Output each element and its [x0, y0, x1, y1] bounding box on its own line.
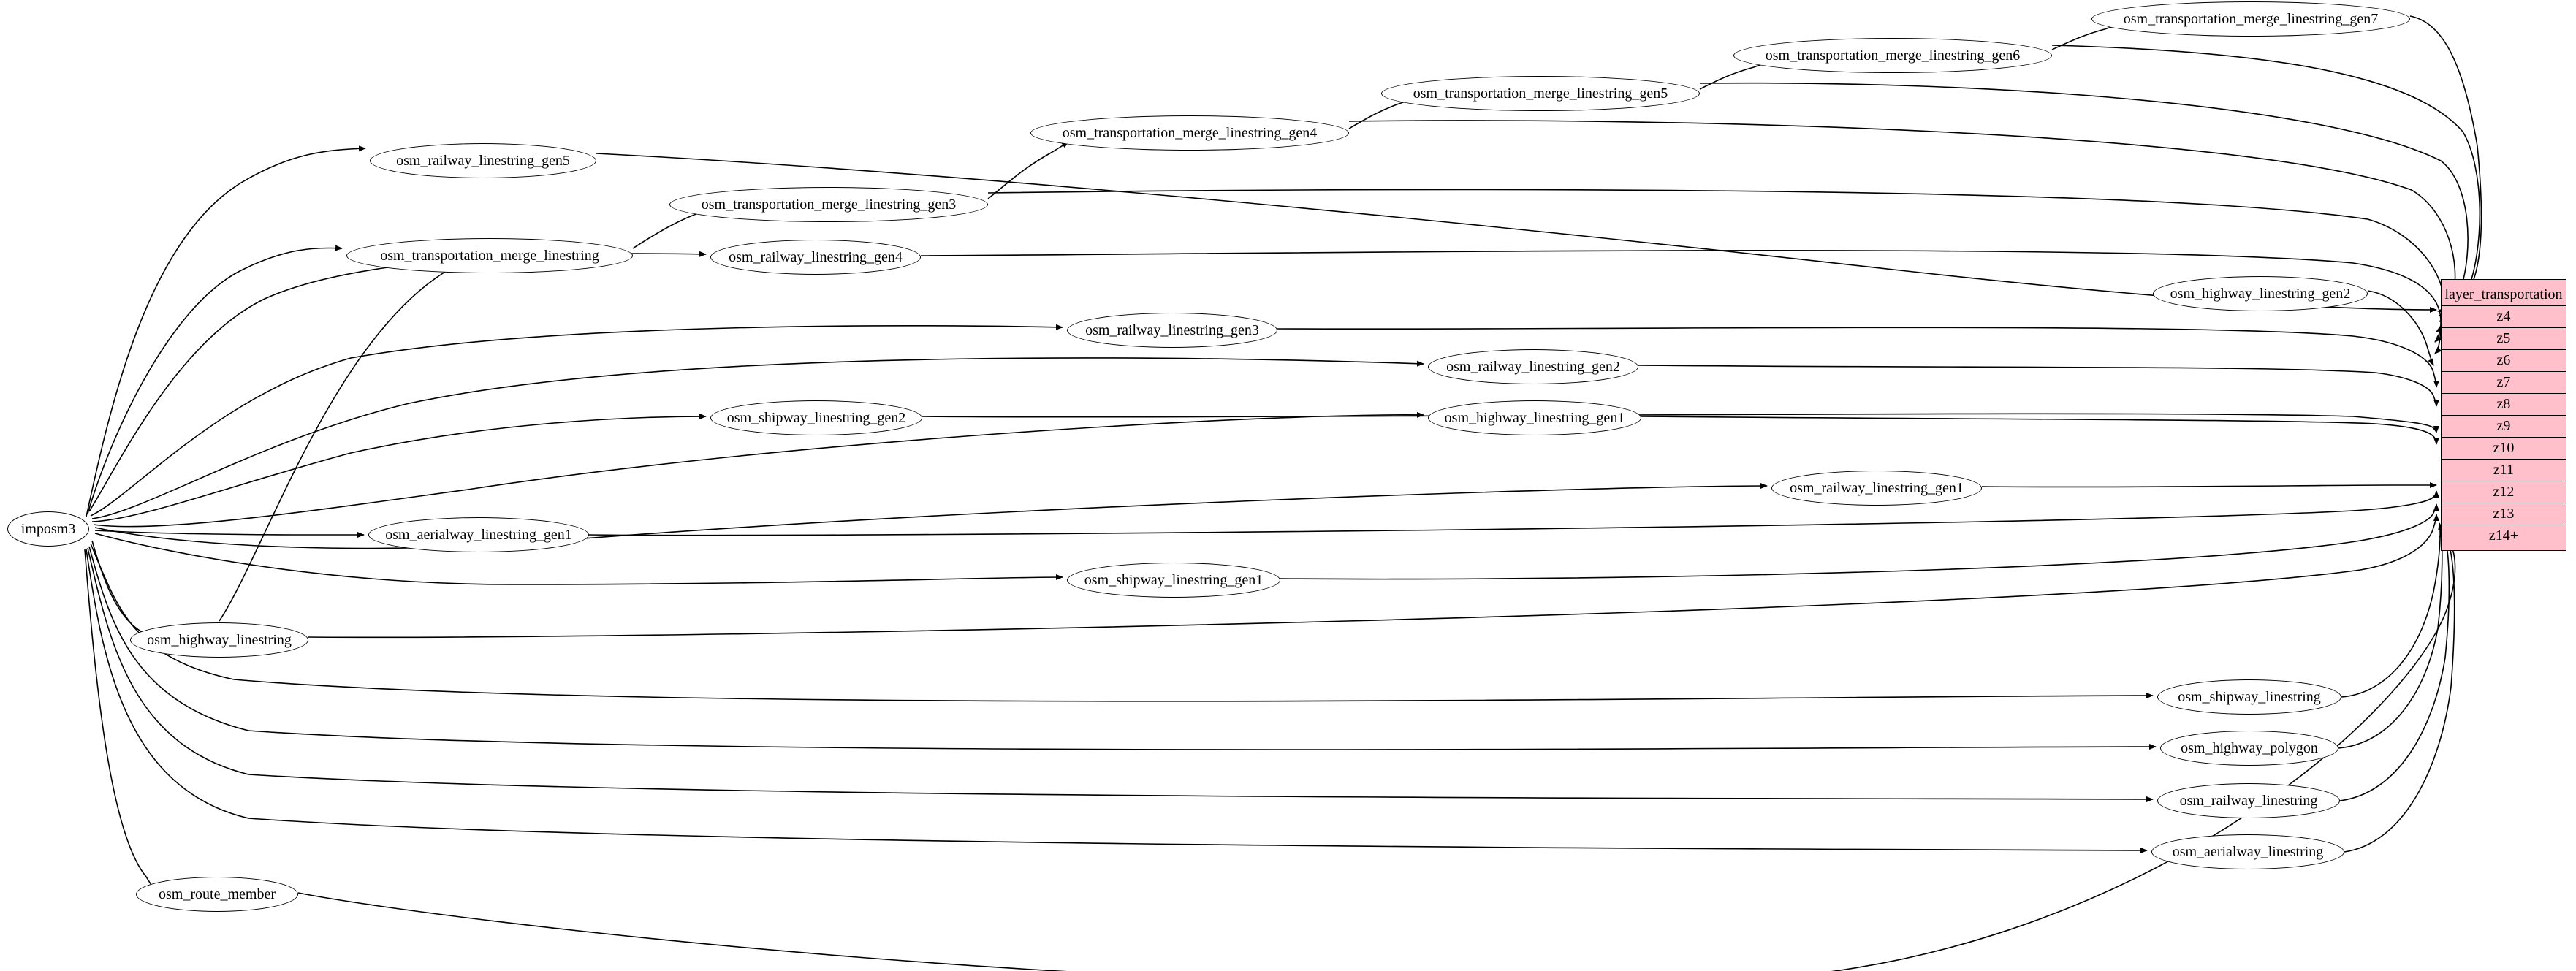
table-row-z13[interactable]: z13: [2442, 503, 2566, 525]
node-label: osm_transportation_merge_linestring_gen5: [1413, 85, 1668, 102]
node-imposm3[interactable]: [7, 511, 89, 547]
node-osm-shipway-linestring[interactable]: [2157, 679, 2341, 715]
node-osm-transportation-merge-linestring-gen7[interactable]: [2091, 1, 2410, 37]
node-label: osm_highway_linestring_gen1: [1444, 410, 1625, 426]
node-label: osm_railway_linestring: [2179, 793, 2318, 809]
node-label: osm_railway_linestring_gen4: [729, 249, 903, 265]
table-row-z7[interactable]: z7: [2442, 372, 2566, 394]
node-osm-railway-linestring-gen3[interactable]: [1067, 313, 1277, 348]
node-label: osm_highway_polygon: [2181, 740, 2318, 756]
node-label: osm_railway_linestring_gen2: [1446, 359, 1620, 375]
node-osm-route-member[interactable]: [136, 877, 298, 912]
node-label: osm_aerialway_linestring_gen1: [385, 527, 572, 543]
node-label: osm_shipway_linestring_gen2: [726, 410, 906, 426]
node-label: osm_transportation_merge_linestring_gen3: [701, 197, 957, 213]
node-osm-transportation-merge-linestring-gen5[interactable]: [1381, 76, 1700, 111]
node-label: osm_railway_linestring_gen5: [396, 153, 570, 169]
node-label: osm_transportation_merge_linestring_gen4: [1062, 125, 1318, 141]
node-label: osm_aerialway_linestring: [2172, 844, 2324, 860]
table-row-z10[interactable]: z10: [2442, 438, 2566, 460]
node-label: osm_railway_linestring_gen3: [1085, 322, 1259, 338]
node-label: osm_transportation_merge_linestring_gen6: [1765, 47, 2021, 64]
table-row-z5[interactable]: z5: [2442, 328, 2566, 350]
node-osm-railway-linestring-gen2[interactable]: [1428, 349, 1638, 384]
node-label: osm_highway_linestring_gen2: [2170, 286, 2351, 302]
node-osm-shipway-linestring-gen1[interactable]: [1067, 563, 1280, 598]
node-osm-transportation-merge-linestring-gen3[interactable]: [669, 187, 988, 222]
node-label: osm_route_member: [159, 886, 276, 902]
node-osm-railway-linestring[interactable]: [2157, 783, 2340, 818]
table-row-title: layer_transportation: [2442, 284, 2566, 306]
node-osm-transportation-merge-linestring-gen6[interactable]: [1733, 38, 2052, 73]
node-osm-railway-linestring-gen1[interactable]: [1771, 471, 1982, 506]
node-layer-transportation[interactable]: [2441, 279, 2566, 551]
node-label: osm_highway_linestring: [147, 632, 292, 648]
table-row-z14plus[interactable]: z14+: [2442, 525, 2566, 547]
node-osm-highway-linestring[interactable]: [130, 622, 308, 658]
node-label: osm_shipway_linestring: [2178, 689, 2321, 705]
node-osm-highway-linestring-gen2[interactable]: [2153, 276, 2368, 311]
node-label: osm_transportation_merge_linestring: [380, 248, 599, 264]
node-label: osm_shipway_linestring_gen1: [1084, 572, 1264, 588]
node-label: imposm3: [20, 521, 76, 537]
node-osm-highway-linestring-gen1[interactable]: [1428, 400, 1641, 435]
node-osm-shipway-linestring-gen2[interactable]: [710, 400, 922, 435]
table-row-z9[interactable]: z9: [2442, 416, 2566, 438]
table-row-z12[interactable]: z12: [2442, 481, 2566, 503]
table-row-z6[interactable]: z6: [2442, 350, 2566, 372]
table-row-z11[interactable]: z11: [2442, 460, 2566, 481]
node-osm-highway-polygon[interactable]: [2160, 731, 2338, 766]
node-label: osm_railway_linestring_gen1: [1790, 480, 1964, 496]
node-osm-transportation-merge-linestring-gen4[interactable]: [1030, 115, 1349, 151]
node-osm-railway-linestring-gen4[interactable]: [710, 240, 921, 275]
node-osm-transportation-merge-linestring[interactable]: [346, 238, 633, 273]
node-osm-aerialway-linestring-gen1[interactable]: [368, 517, 589, 552]
node-label: osm_transportation_merge_linestring_gen7: [2123, 11, 2379, 27]
table-row-z4[interactable]: z4: [2442, 306, 2566, 328]
table-row-z8[interactable]: z8: [2442, 394, 2566, 416]
node-osm-aerialway-linestring[interactable]: [2151, 834, 2344, 869]
node-osm-railway-linestring-gen5[interactable]: [370, 143, 596, 178]
